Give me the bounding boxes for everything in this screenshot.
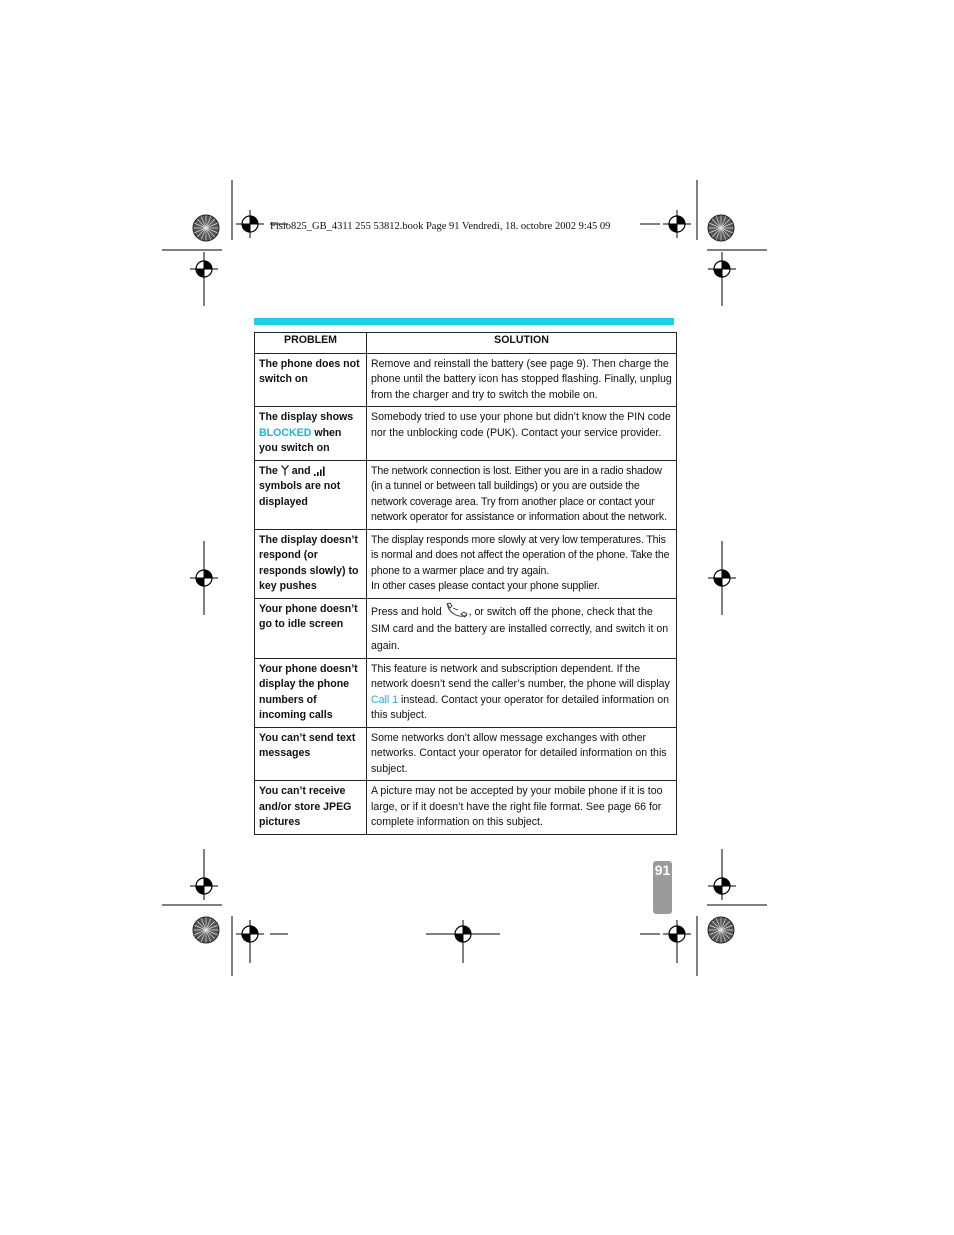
- table-row: [255, 781, 677, 835]
- table-row: [255, 407, 677, 461]
- solution-cell: The network connection is lost. Either you are in a radio shadow (in a tunnel or between tall buildings) or you are outside the network coverage area. Try from another place or contact your network operator for assistance or information about the network.: [367, 460, 677, 529]
- problem-cell: You can’t send text messages: [255, 727, 367, 781]
- problem-cell: The display doesn’t respond (or responds slowly) to key pushes: [255, 529, 367, 598]
- solution-text: , or switch off the phone, check that the SIM card and the battery are installed correctly, and switch it on again.: [371, 605, 669, 652]
- table-row: [255, 460, 677, 529]
- book-header-line: Fisio825_GB_4311 255 53812.book Page 91 Vendredi, 18. octobre 2002 9:45 09: [270, 221, 611, 232]
- problem-cell: The phone does not switch on: [255, 353, 367, 407]
- solution-cell: [367, 529, 677, 598]
- solution-text: This feature is network and subscription dependent. If the network doesn’t send the caller’s number, the phone will display: [371, 662, 670, 690]
- solution-cell: Some networks don’t allow message exchanges with other networks. Contact your operator for detailed information on this subject.: [367, 727, 677, 781]
- table-row: [255, 598, 677, 658]
- solution-text: The display responds more slowly at very low temperatures. This is normal and does not affect the operation of the phone. Take the phone to a warmer place and try again.: [371, 533, 670, 577]
- solution-cell: Somebody tried to use your phone but didn’t know the PIN code nor the unblocking code (PUK). Contact your service provider.: [367, 407, 677, 461]
- antenna-icon: [281, 465, 289, 476]
- blocked-label: BLOCKED: [259, 426, 312, 439]
- page-number: 91: [654, 862, 671, 878]
- solution-cell: Remove and reinstall the battery (see page 9). Then charge the phone until the battery icon has stopped flashing. Finally, unplug from the charger and try to switch the mobile on.: [367, 353, 677, 407]
- call-display-label: Call 1: [371, 693, 399, 706]
- problem-text: The: [259, 464, 281, 477]
- solution-text: Press and hold: [371, 605, 445, 618]
- hang-up-key-icon: [445, 602, 469, 618]
- problem-cell: Your phone doesn’t display the phone numbers of incoming calls: [255, 658, 367, 727]
- signal-bars-icon: [314, 466, 325, 476]
- problem-text: when you switch on: [259, 426, 342, 454]
- section-accent-bar: [254, 318, 674, 325]
- problem-text: and: [288, 464, 314, 477]
- problem-cell: [255, 460, 367, 529]
- problem-cell: Your phone doesn’t go to idle screen: [255, 598, 367, 658]
- solution-cell: A picture may not be accepted by your mobile phone if it is too large, or if it doesn’t have the right file format. See page 66 for complete information on this subject.: [367, 781, 677, 835]
- table-row: [255, 353, 677, 407]
- column-header-solution: SOLUTION: [367, 333, 677, 354]
- solution-text: instead. Contact your operator for detailed information on this subject.: [371, 693, 669, 721]
- problem-cell: You can’t receive and/or store JPEG pictures: [255, 781, 367, 835]
- column-header-problem: PROBLEM: [255, 333, 367, 354]
- table-header-row: [255, 333, 677, 354]
- solution-cell: [367, 598, 677, 658]
- table-row: [255, 658, 677, 727]
- table-row: [255, 727, 677, 781]
- solution-text: In other cases please contact your phone supplier.: [371, 580, 600, 592]
- solution-cell: [367, 658, 677, 727]
- problem-text: The display shows: [259, 411, 354, 423]
- table-row: [255, 529, 677, 598]
- problem-cell: [255, 407, 367, 461]
- problem-text: symbols are not displayed: [259, 480, 341, 508]
- troubleshooting-table: [254, 332, 677, 835]
